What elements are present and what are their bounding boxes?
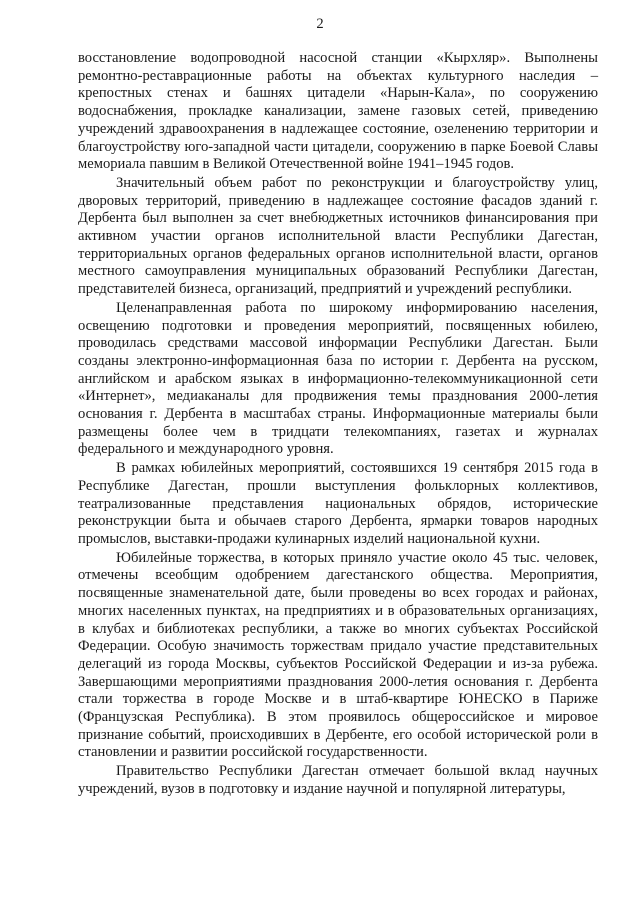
paragraph-6: Правительство Республики Дагестан отмечает большой вклад научных учреждений, вузов в подготовку и издание научной и популярной литературы,	[78, 763, 598, 797]
page-number: 2	[316, 16, 324, 32]
document-body	[78, 50, 598, 799]
paragraph-4: В рамках юбилейных мероприятий, состоявшихся 19 сентября 2015 года в Республике Дагестан, прошли выступления фольклорных коллективов, театрализованные представления национальных обрядов, исторические реконструкции быта и обычаев старого Дербента, ярмарки товаров народных промыслов, выставки-продажи кулинарных изделий национальной кухни.	[78, 460, 598, 547]
paragraph-1: восстановление водопроводной насосной станции «Кырхляр». Выполнены ремонтно-реставрационные работы на объектах культурного наследия – крепостных стенах и башнях цитадели «Нарын-Кала», по сооружению водоснабжения, прокладке канализации, замене газовых сетей, приведению учреждений здравоохранения в надлежащее состояние, озеленению территории и благоустройству юго-западной части цитадели, сооружению в парке Боевой Славы мемориала павшим в Великой Отечественной войне 1941–1945 годов.	[78, 50, 598, 173]
paragraph-5: Юбилейные торжества, в которых приняло участие около 45 тыс. человек, отмечены всеобщим одобрением дагестанского общества. Мероприятия, посвященные знаменательной дате, были проведены во всех городах и районах, многих населенных пунктах, на предприятиях и в образовательных организациях, в клубах и библиотеках республики, а также во многих субъектах Российской Федерации. Особую значимость торжествам придало участие представительных делегаций из города Москвы, субъектов Российской Федерации и из-за рубежа. Завершающими мероприятиями празднования 2000-летия основания г. Дербента стали торжества в городе Москве и в штаб-квартире ЮНЕСКО в Париже (Французская Республика). В этом проявилось общероссийское и мировое признание событий, происходивших в Дербенте, его особой исторической роли в становлении и развитии российской государственности.	[78, 549, 598, 761]
paragraph-3: Целенаправленная работа по широкому информированию населения, освещению подготовки и проведения мероприятий, посвященных юбилею, проводилась средствами массовой информации Республики Дагестан. Были созданы электронно-информационная база по истории г. Дербента на русском, английском и арабском языках в информационно-телекоммуникационной сети «Интернет», медиаканалы для продвижения темы празднования 2000-летия основания г. Дербента в масштабах страны. Информационные материалы были размещены более чем в тридцати телекомпаниях, газетах и журналах федерального и международного уровня.	[78, 299, 598, 458]
paragraph-2: Значительный объем работ по реконструкции и благоустройству улиц, дворовых территорий, приведению в надлежащее состояние фасадов зданий г. Дербента был выполнен за счет внебюджетных источников финансирования при активном участии органов исполнительной власти Республики Дагестан, территориальных органов федеральных органов исполнительной власти, органов местного самоуправления муниципальных образований Республики Дагестан, представителей бизнеса, организаций, предприятий и учреждений республики.	[78, 174, 598, 298]
